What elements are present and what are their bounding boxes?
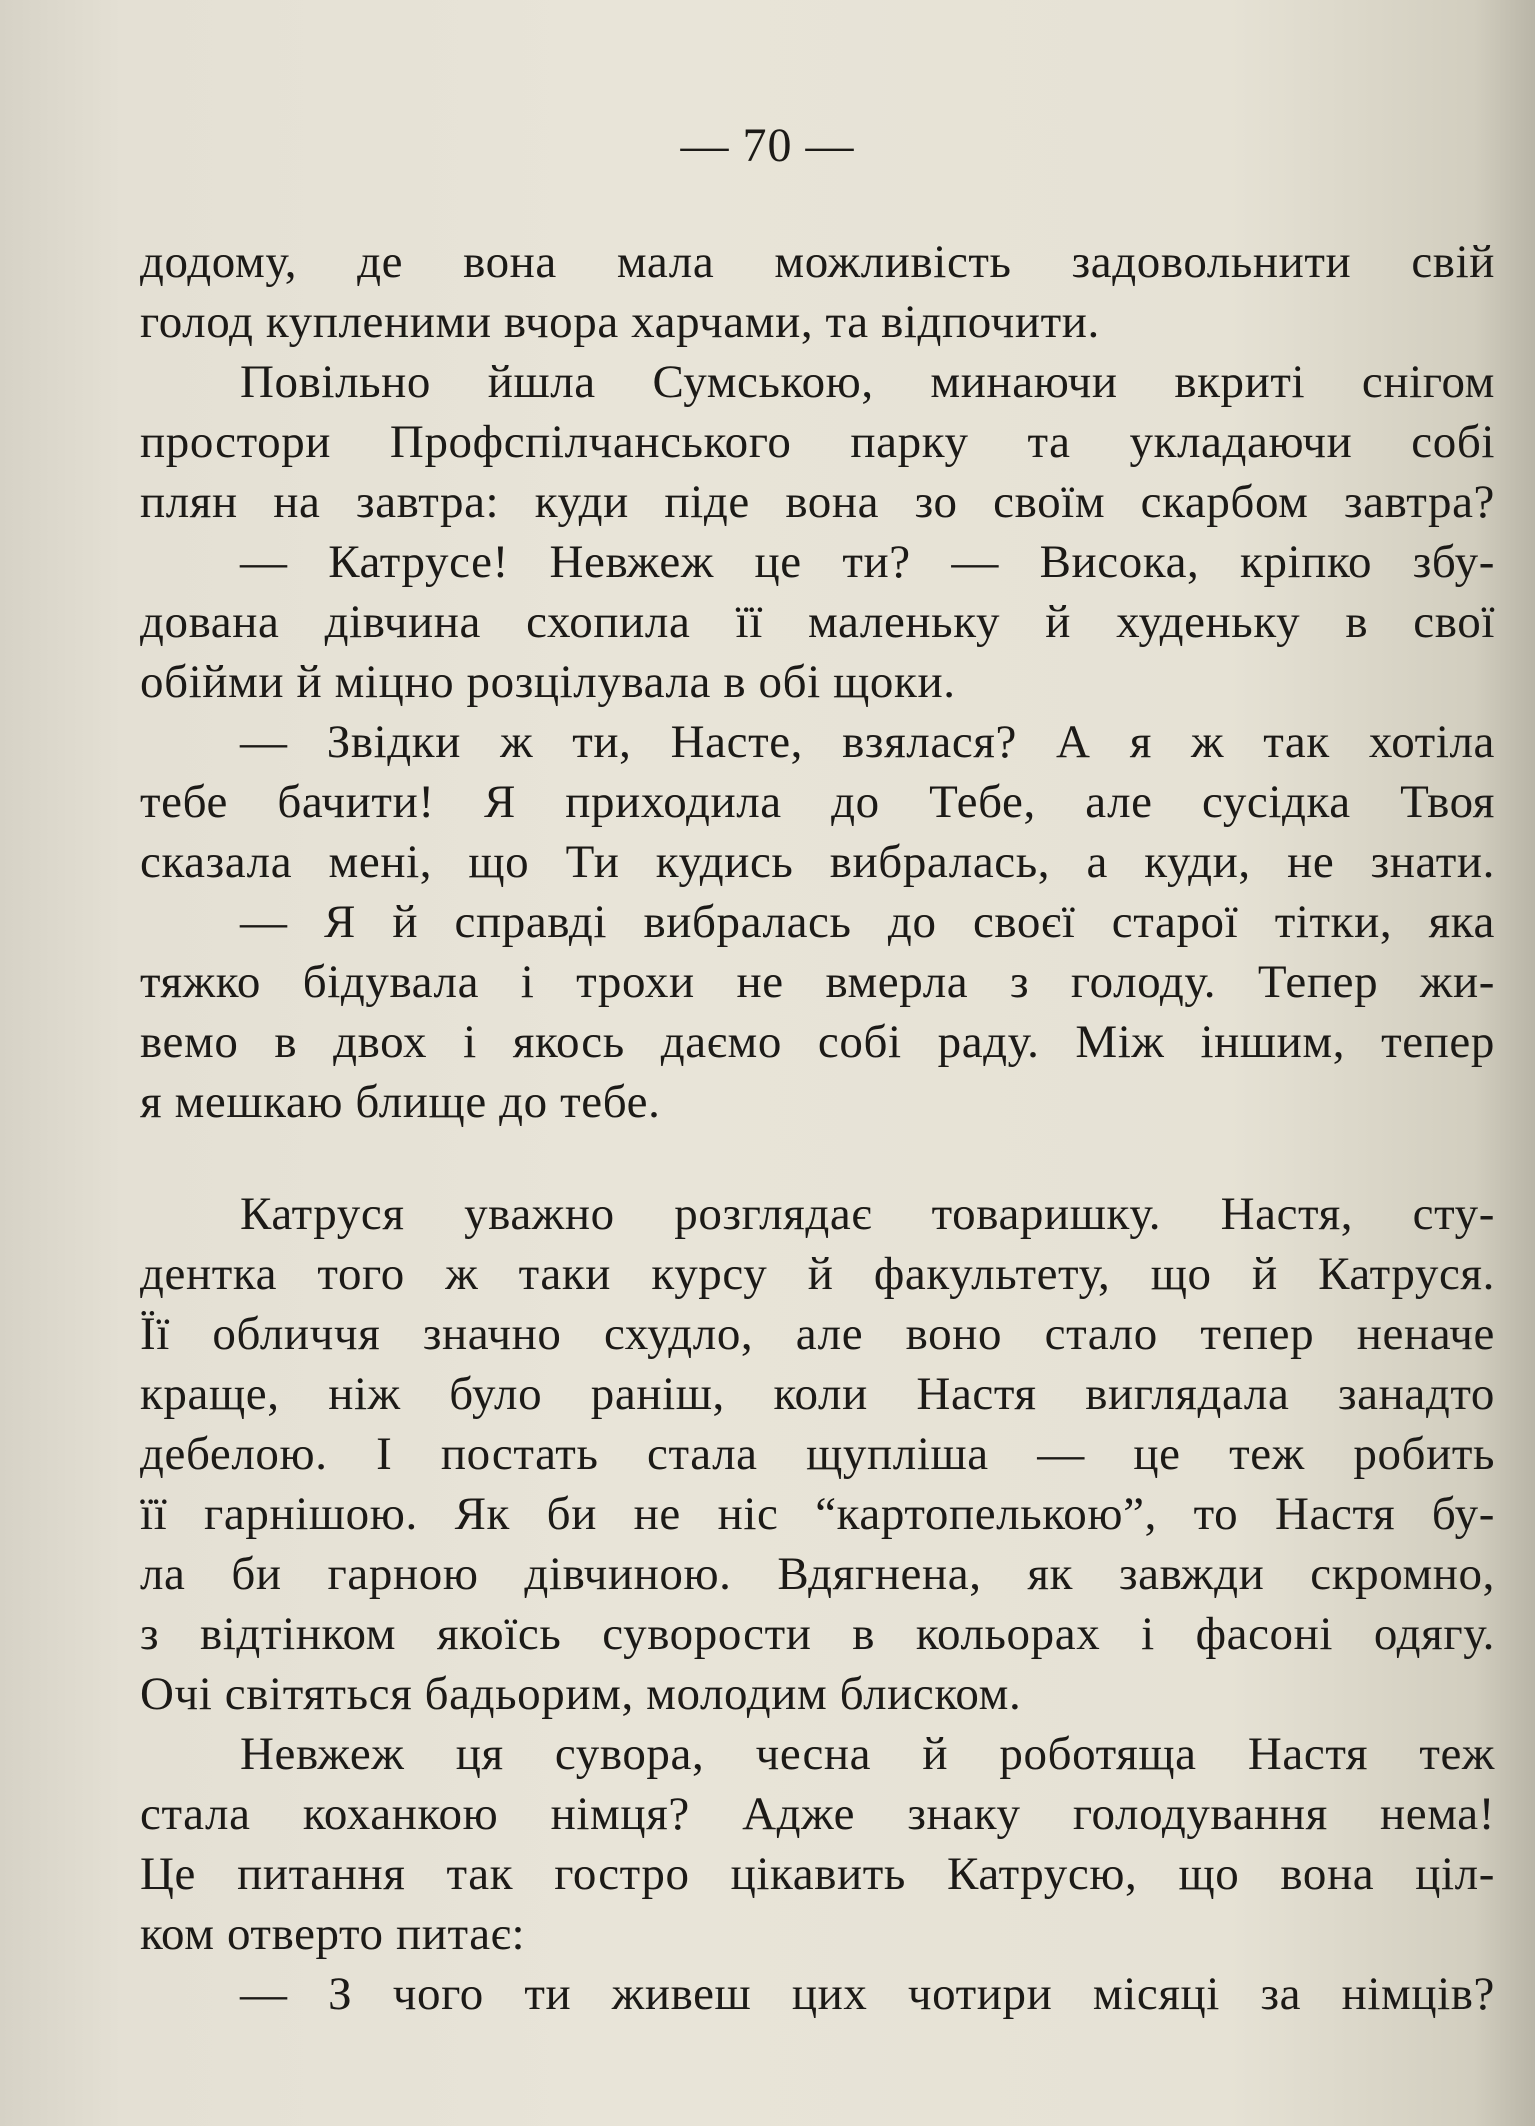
- text-line: її гарнішою. Як би не ніс “картопелькою”, то Настя бу-: [140, 1488, 1495, 1540]
- page-body-text: [140, 232, 1495, 2024]
- text-line: — Катрусе! Невжеж це ти? — Висока, кріпко збу-: [240, 536, 1495, 588]
- text-line: стала коханкою німця? Адже знаку голодування нема!: [140, 1788, 1495, 1840]
- text-line: плян на завтра: куди піде вона зо своїм скарбом завтра?: [140, 476, 1495, 528]
- text-line: голод купленими вчора харчами, та відпочити.: [140, 296, 1100, 348]
- text-line: вемо в двох і якось даємо собі раду. Між іншим, тепер: [140, 1016, 1495, 1068]
- text-line: Невжеж ця сувора, чесна й роботяща Настя теж: [240, 1728, 1495, 1780]
- text-line: дебелою. І постать стала щупліша — це теж робить: [140, 1428, 1495, 1480]
- text-line: Це питання так гостро цікавить Катрусю, що вона ціл-: [140, 1848, 1495, 1900]
- text-line: Її обличчя значно схудло, але воно стало тепер неначе: [140, 1308, 1495, 1360]
- text-line: тяжко бідувала і трохи не вмерла з голоду. Тепер жи-: [140, 956, 1495, 1008]
- text-line: Повільно йшла Сумською, минаючи вкриті снігом: [240, 356, 1495, 408]
- text-line: — Звідки ж ти, Насте, взялася? А я ж так хотіла: [240, 716, 1495, 768]
- text-line: дована дівчина схопила її маленьку й худеньку в свої: [140, 596, 1495, 648]
- text-line: краще, ніж було раніш, коли Настя виглядала занадто: [140, 1368, 1495, 1420]
- paragraph-gap: [140, 1132, 1495, 1184]
- text-line: дентка того ж таки курсу й факультету, що й Катруся.: [140, 1248, 1495, 1300]
- text-line: обійми й міцно розцілувала в обі щоки.: [140, 656, 956, 708]
- text-line: ла би гарною дівчиною. Вдягнена, як завжди скромно,: [140, 1548, 1495, 1600]
- text-line: Катруся уважно розглядає товаришку. Настя, сту-: [240, 1188, 1495, 1240]
- text-line: Очі світяться бадьорим, молодим блиском.: [140, 1668, 1022, 1720]
- text-line: я мешкаю блище до тебе.: [140, 1076, 661, 1128]
- text-line: з відтінком якоїсь суворости в кольорах і фасоні одягу.: [140, 1608, 1495, 1660]
- text-line: ком отверто питає:: [140, 1908, 526, 1960]
- text-line: простори Профспілчанського парку та укладаючи собі: [140, 416, 1495, 468]
- text-line: — Я й справді вибралась до своєї старої тітки, яка: [240, 896, 1495, 948]
- page-number: — 70 —: [680, 119, 855, 172]
- text-line: додому, де вона мала можливість задовольнити свій: [140, 236, 1495, 288]
- text-line: тебе бачити! Я приходила до Тебе, але сусідка Твоя: [140, 776, 1495, 828]
- text-line: — З чого ти живеш цих чотири місяці за німців?: [240, 1968, 1495, 2020]
- text-line: сказала мені, що Ти кудись вибралась, а куди, не знати.: [140, 836, 1495, 888]
